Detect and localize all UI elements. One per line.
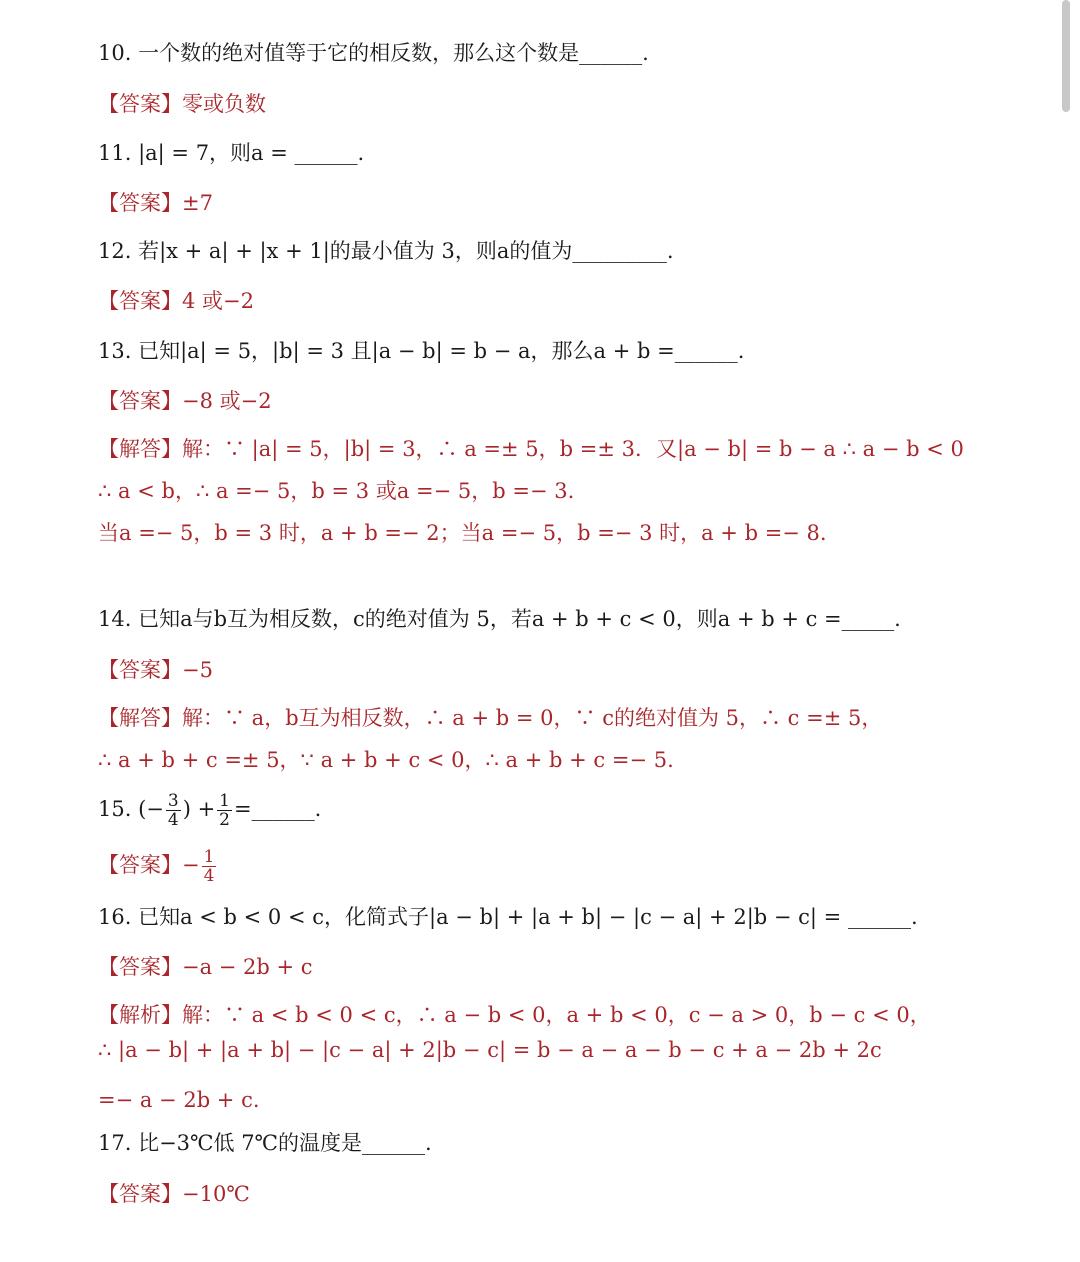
solution-14-line-2: ∴ a + b + c =± 5，∵ a + b + c < 0，∴ a + b + c =− 5. — [98, 748, 674, 772]
answer-15-prefix: 【答案】− — [98, 853, 200, 877]
question-15-prefix: 15. (− — [98, 797, 164, 821]
solution-13-line-1: 【解答】解：∵ |a| = 5，|b| = 3，∴ a =± 5，b =± 3．又|a − b| = b − a ∴ a − b < 0 — [98, 437, 964, 461]
question-17: 17. 比−3℃低 7℃的温度是______. — [98, 1131, 432, 1155]
question-10: 10. 一个数的绝对值等于它的相反数，那么这个数是______. — [98, 41, 649, 65]
answer-fraction-1-4: $\frac{1}{4}$ — [203, 847, 215, 886]
answer-13: 【答案】−8 或−2 — [98, 389, 272, 413]
answer-17: 【答案】−10℃ — [98, 1182, 250, 1206]
answer-12: 【答案】4 或−2 — [98, 289, 254, 313]
fraction-3-4: $\frac{3}{4}$ — [167, 791, 179, 830]
answer-11: 【答案】±7 — [98, 191, 213, 215]
question-15-suffix: =______. — [234, 797, 322, 821]
answer-14: 【答案】−5 — [98, 658, 213, 682]
solution-16-line-3: =− a − 2b + c. — [98, 1088, 260, 1112]
question-12: 12. 若|x + a| + |x + 1|的最小值为 3，则a的值为_________. — [98, 239, 674, 263]
solution-14-line-1: 【解答】解：∵ a，b互为相反数，∴ a + b = 0，∵ c的绝对值为 5，∴ c =± 5， — [98, 706, 883, 730]
answer-16: 【答案】−a − 2b + c — [98, 955, 313, 979]
answer-10: 【答案】零或负数 — [98, 92, 266, 116]
solution-13-line-2: ∴ a < b，∴ a =− 5，b = 3 或a =− 5，b =− 3. — [98, 479, 575, 503]
solution-13-line-3: 当a =− 5，b = 3 时，a + b =− 2；当a =− 5，b =− 3 时，a + b =− 8. — [98, 521, 827, 545]
scrollbar[interactable] — [1062, 0, 1070, 112]
question-15-mid: ) + — [182, 797, 216, 821]
solution-16-line-1: 【解析】解：∵ a < b < 0 < c，∴ a − b < 0，a + b < 0，c − a > 0，b − c < 0， — [98, 1003, 931, 1027]
question-13: 13. 已知|a| = 5，|b| = 3 且|a − b| = b − a，那么a + b =______. — [98, 339, 745, 363]
answer-15 — [98, 848, 218, 885]
fraction-1-2: $\frac{1}{2}$ — [219, 791, 230, 830]
question-15 — [98, 792, 321, 829]
question-16: 16. 已知a < b < 0 < c，化简式子|a − b| + |a + b| − |c − a| + 2|b − c| = ______. — [98, 905, 918, 929]
question-11: 11. |a| = 7，则a = ______. — [98, 141, 365, 165]
solution-16-line-2: ∴ |a − b| + |a + b| − |c − a| + 2|b − c| = b − a − a − b − c + a − 2b + 2c — [98, 1038, 882, 1062]
question-14: 14. 已知a与b互为相反数，c的绝对值为 5，若a + b + c < 0，则a + b + c =_____. — [98, 607, 901, 631]
